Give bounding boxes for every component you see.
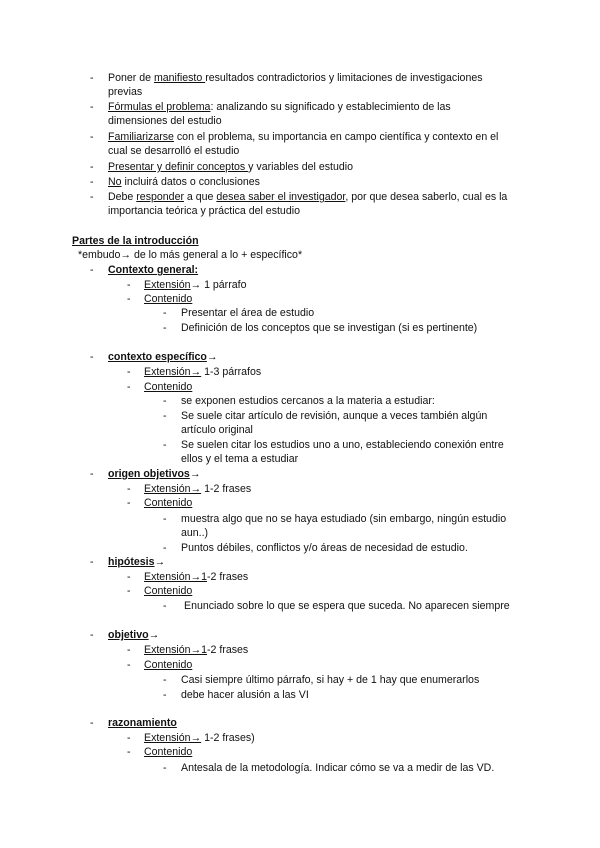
- list-bullet: -: [127, 381, 131, 393]
- extension-label: Extensión→1: [144, 571, 208, 583]
- list-item-continuation: previas: [108, 86, 143, 98]
- part-title: origen objetivos: [108, 468, 190, 480]
- extension-line: [144, 278, 246, 293]
- content-item: Definición de los conceptos que se investigan (si es pertinente): [181, 322, 478, 334]
- contenido-label: Contenido: [144, 497, 193, 509]
- content-item: se exponen estudios cercanos a la materia a estudiar:: [181, 395, 435, 407]
- part-title-objetivo: [108, 628, 159, 643]
- part-title-origen-objetivos: [108, 467, 200, 482]
- list-item-text: [108, 100, 451, 115]
- list-bullet: -: [127, 497, 131, 509]
- extension-line: [144, 643, 248, 658]
- underlined-term: No: [108, 176, 122, 188]
- content-item: Se suelen citar los estudios uno a uno, estableciendo conexión entre: [181, 439, 504, 451]
- list-bullet: -: [90, 717, 94, 729]
- list-bullet: -: [90, 468, 94, 480]
- list-bullet: -: [90, 176, 94, 188]
- underlined-term: responder: [136, 191, 184, 203]
- content-item: Se suele citar artículo de revisión, aunque a veces también algún: [181, 410, 488, 422]
- extension-value: → 1 párrafo: [190, 279, 247, 291]
- list-bullet: -: [127, 366, 131, 378]
- text-run: resultados contradictorios y limitaciones de investigaciones: [205, 72, 483, 84]
- list-item-text: [108, 190, 507, 205]
- arrow: →: [148, 629, 160, 641]
- extension-label: Extensión: [144, 279, 191, 291]
- list-bullet: -: [90, 191, 94, 203]
- part-title-contexto-especifico: [108, 350, 218, 365]
- list-bullet: -: [127, 585, 131, 597]
- contenido-label: Contenido: [144, 381, 193, 393]
- contenido-label: Contenido: [144, 293, 193, 305]
- text-run: : analizando su significado y establecimiento de las: [210, 101, 451, 113]
- list-bullet: -: [163, 542, 167, 554]
- extension-line: [144, 482, 251, 497]
- list-bullet: -: [163, 762, 167, 774]
- extension-label: Extensión→: [144, 483, 202, 495]
- content-item: muestra algo que no se haya estudiado (sin embargo, ningún estudio: [181, 513, 507, 525]
- contenido-label: Contenido: [144, 746, 193, 758]
- list-bullet: -: [163, 395, 167, 407]
- underlined-term: Familiarizarse: [108, 131, 174, 143]
- list-bullet: -: [90, 264, 94, 276]
- text-run: y variables del estudio: [248, 161, 353, 173]
- content-item-continuation: aun..): [181, 527, 209, 539]
- underlined-term: Fórmulas el problema: [108, 101, 211, 113]
- part-title-hipotesis: [108, 555, 165, 570]
- list-item-continuation: dimensiones del estudio: [108, 115, 222, 127]
- underlined-term: desea saber el investigador: [216, 191, 346, 203]
- text-run: con el problema, su importancia en campo científica y contexto en el: [173, 131, 499, 143]
- extension-value: -2 frases: [207, 644, 249, 656]
- list-item-text: [108, 160, 353, 175]
- arrow: →: [206, 351, 218, 363]
- list-bullet: -: [127, 746, 131, 758]
- arrow: →: [189, 468, 201, 480]
- list-bullet: -: [127, 571, 131, 583]
- part-title-contexto-general: Contexto general:: [108, 264, 199, 276]
- extension-label: Extensión→1: [144, 644, 208, 656]
- text-run: Debe: [108, 191, 137, 203]
- list-bullet: -: [90, 629, 94, 641]
- list-bullet: -: [127, 293, 131, 305]
- text-run: , por que desea saberlo, cual es la: [345, 191, 508, 203]
- extension-value: 1-2 frases): [201, 732, 255, 744]
- content-item-continuation: artículo original: [181, 424, 253, 436]
- list-bullet: -: [163, 322, 167, 334]
- list-bullet: -: [90, 131, 94, 143]
- list-bullet: -: [163, 410, 167, 422]
- list-bullet: -: [163, 307, 167, 319]
- list-item-continuation: cual se desarrolló el estudio: [108, 145, 240, 157]
- text-run: Poner de: [108, 72, 154, 84]
- extension-line: [144, 570, 248, 585]
- content-item: Presentar el área de estudio: [181, 307, 315, 319]
- part-title-razonamiento: razonamiento: [108, 717, 177, 729]
- content-item: Antesala de la metodología. Indicar cómo se va a medir de las VD.: [181, 762, 495, 774]
- list-bullet: -: [163, 689, 167, 701]
- part-title: objetivo: [108, 629, 149, 641]
- extension-value: -2 frases: [207, 571, 249, 583]
- extension-label: Extensión→: [144, 366, 202, 378]
- list-bullet: -: [127, 483, 131, 495]
- content-item: Puntos débiles, conflictos y/o áreas de necesidad de estudio.: [181, 542, 468, 554]
- extension-line: [144, 365, 261, 380]
- list-item-continuation: importancia teórica y práctica del estudio: [108, 205, 300, 217]
- text-run: a que: [183, 191, 217, 203]
- underlined-term: manifiesto: [153, 72, 206, 84]
- content-item-continuation: ellos y el tema a estudiar: [181, 453, 299, 465]
- underlined-term: Presentar y definir conceptos: [108, 161, 249, 173]
- list-bullet: -: [127, 732, 131, 744]
- text-run: incluirá datos o conclusiones: [121, 176, 260, 188]
- list-bullet: -: [127, 659, 131, 671]
- extension-label: Extensión→: [144, 732, 202, 744]
- list-item-text: [108, 175, 260, 190]
- extension-value: 1-2 frases: [201, 483, 252, 495]
- list-bullet: -: [127, 279, 131, 291]
- extension-line: [144, 731, 255, 746]
- part-title: hipótesis: [108, 556, 155, 568]
- content-item: Casi siempre último párrafo, si hay + de 1 hay que enumerarlos: [181, 674, 480, 686]
- section-title: Partes de la introducción: [72, 235, 199, 247]
- contenido-label: Contenido: [144, 585, 193, 597]
- list-item-text: [108, 130, 498, 145]
- list-bullet: -: [127, 644, 131, 656]
- list-bullet: -: [163, 674, 167, 686]
- list-bullet: -: [163, 513, 167, 525]
- part-title: contexto específico: [108, 351, 207, 363]
- extension-value: 1-3 párrafos: [201, 366, 262, 378]
- list-item-text: [108, 71, 483, 86]
- list-bullet: -: [90, 101, 94, 113]
- list-bullet: -: [90, 556, 94, 568]
- list-bullet: -: [90, 72, 94, 84]
- section-subtitle: *embudo→ de lo más general a lo + específico*: [78, 249, 303, 261]
- list-bullet: -: [163, 600, 167, 612]
- contenido-label: Contenido: [144, 659, 193, 671]
- content-item: debe hacer alusión a las VI: [181, 689, 309, 701]
- list-bullet: -: [90, 161, 94, 173]
- arrow: →: [154, 556, 166, 568]
- list-bullet: -: [90, 351, 94, 363]
- list-bullet: -: [163, 439, 167, 451]
- content-item: Enunciado sobre lo que se espera que suceda. No aparecen siempre: [184, 600, 510, 612]
